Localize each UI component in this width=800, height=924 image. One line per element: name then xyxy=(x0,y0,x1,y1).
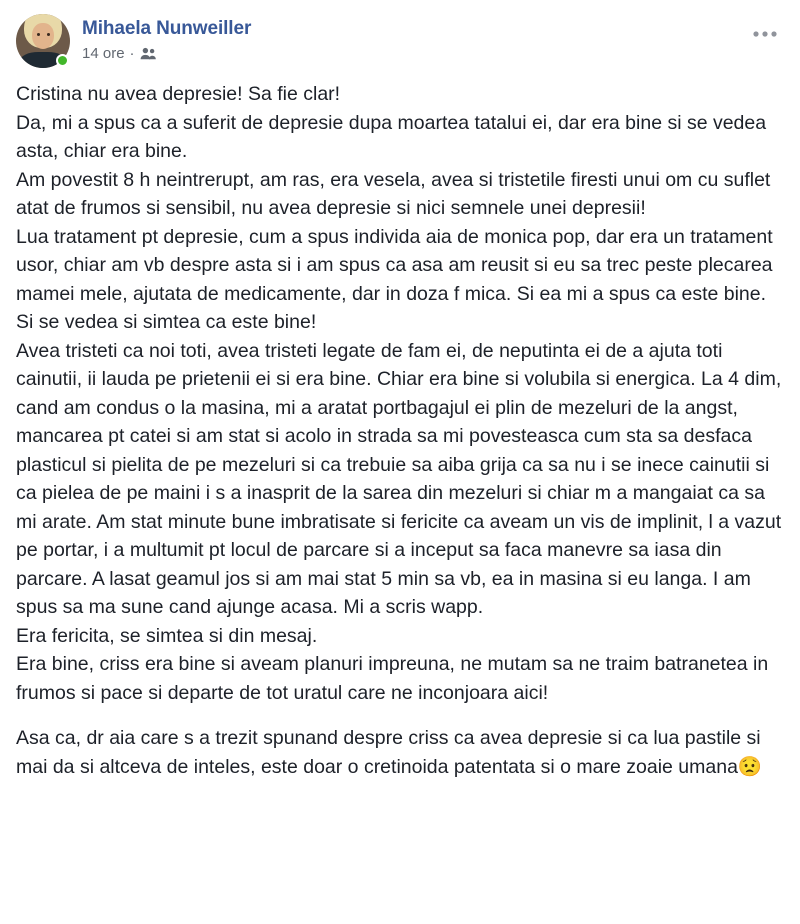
post-paragraph: Avea tristeti ca noi toti, avea tristeti legate de fam ei, de neputinta ei de a ajuta toti cainutii, ii lauda pe prietenii ei si era bine. Chiar era bine si volubila si energica. La 4 dim, cand am condus o la masina, mi a aratat portbagajul ei plin de mezeluri de la angst, mancarea pt catei si am stat si acolo in strada sa mi povesteasca cum sta sa desfaca plasticul si pielita de pe mezeluri si ca trebuie sa aiba grija ca sa nu i se inece cainutii si ca pielea de pe maini i s a inasprit de la sarea din mezeluri si chiar m a mangaiat ca sa mi arate. Am stat minute bune imbratisate si fericite ca aveam un vis de implinit, l a vazut pe portar, i a multumit pt locul de parcare si a inceput sa faca manevre sa iasa din parcare. A lasat geamul jos si am mai stat 5 min sa vb, ea in masina si eu langa. I am spus sa ma sune cand ajunge acasa. Mi a scris wapp. xyxy=(16,339,782,618)
post-author-name[interactable]: Mihaela Nunweiller xyxy=(82,18,252,39)
meta-separator: · xyxy=(129,45,135,62)
post-timestamp[interactable]: 14 ore xyxy=(82,45,125,62)
avatar[interactable] xyxy=(16,14,70,68)
friends-icon[interactable] xyxy=(140,47,157,60)
online-status-indicator xyxy=(56,54,69,67)
post-meta xyxy=(82,45,251,62)
post-paragraph: Cristina nu avea depresie! Sa fie clar! xyxy=(16,83,341,105)
post-paragraph: Asa ca, dr aia care s a trezit spunand despre criss ca avea depresie si ca lua pastile si mai da si altceva de inteles, este doar o cretinoida patentata si o mare zoaie umana😟 xyxy=(16,727,763,778)
post-body xyxy=(16,80,784,781)
post-header-text xyxy=(82,14,251,62)
avatar-eye-left xyxy=(37,33,40,36)
post-paragraph: Era bine, criss era bine si aveam planuri impreuna, ne mutam sa ne traim batranetea in frumos si pace si departe de tot uratul care ne inconjoara aici! xyxy=(16,653,769,704)
ellipsis-icon xyxy=(752,30,778,38)
avatar-face xyxy=(32,23,54,49)
post-paragraph: Am povestit 8 h neintrerupt, am ras, era vesela, avea si tristetile firesti unui om cu suflet atat de frumos si sensibil, nu avea depresie si nici semnele unei depresii! xyxy=(16,168,771,219)
post-more-options-button[interactable] xyxy=(748,22,782,46)
post-paragraph: Da, mi a spus ca a suferit de depresie dupa moartea tatalui ei, dar era bine si se vedea asta, chiar era bine. xyxy=(16,111,767,162)
avatar-eye-right xyxy=(47,33,50,36)
post-paragraph: Era fericita, se simtea si din mesaj. xyxy=(16,624,318,647)
post-paragraph: Lua tratament pt depresie, cum a spus individa aia de monica pop, dar era un tratament usor, chiar am vb despre asta si i am spus ca asa am reusit si eu sa trec peste plecarea mamei mele, ajutata de medicamente, dar in doza f mica. Si ea mi a spus ca este bine. Si se vedea si simtea ca este bine! xyxy=(16,225,773,333)
post-header xyxy=(16,14,784,72)
